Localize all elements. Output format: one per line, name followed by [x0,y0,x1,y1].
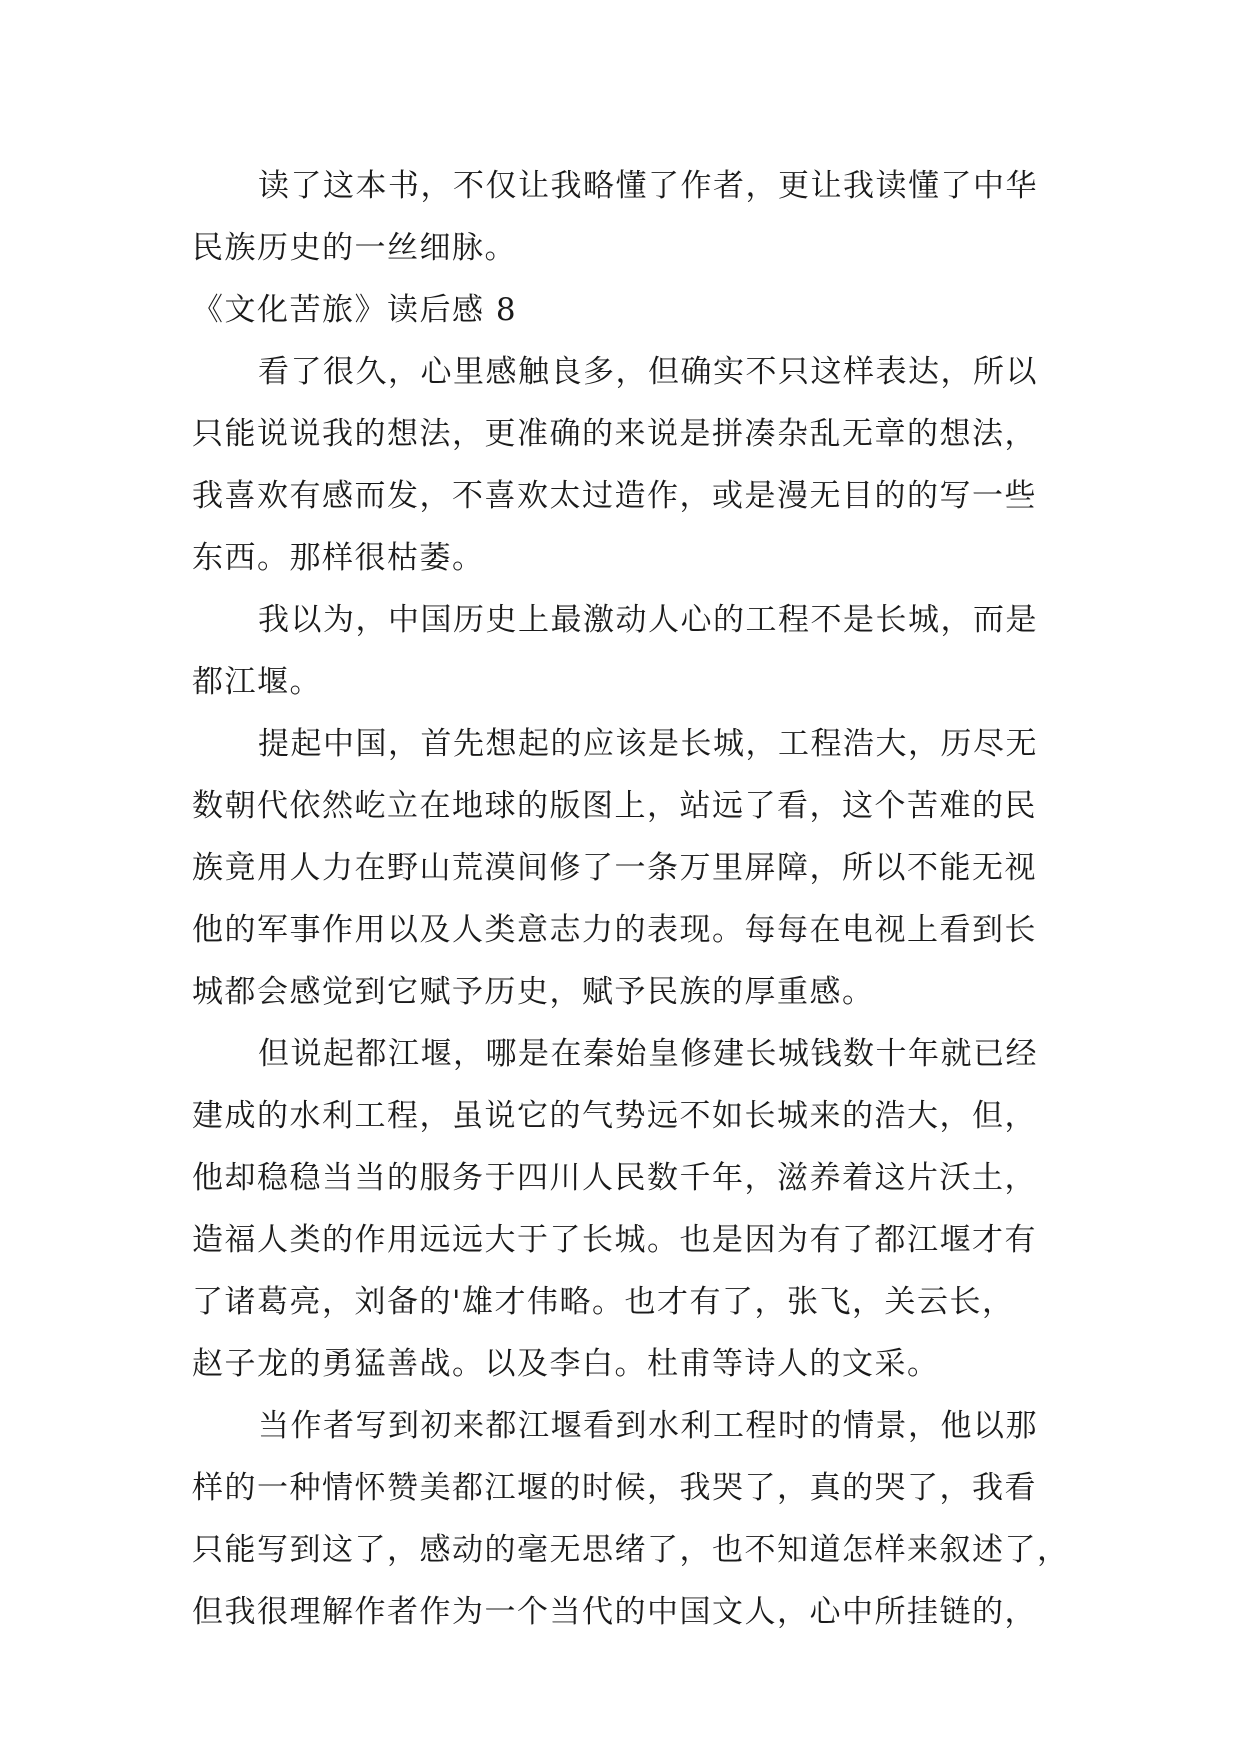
paragraph-line: 造福人类的作用远远大于了长城。也是因为有了都江堰才有 [192,1222,1037,1258]
paragraph-line: 但说起都江堰，哪是在秦始皇修建长城钱数十年就已经 [258,1036,1038,1072]
paragraph-line: 族竟用人力在野山荒漠间修了一条万里屏障，所以不能无视 [192,850,1037,886]
paragraph-line: 提起中国，首先想起的应该是长城，工程浩大，历尽无 [258,726,1038,762]
paragraph-line: 读了这本书，不仅让我略懂了作者，更让我读懂了中华 [258,168,1038,204]
paragraph-line: 数朝代依然屹立在地球的版图上，站远了看，这个苦难的民 [192,788,1037,824]
paragraph-line: 民族历史的一丝细脉。 [192,230,517,266]
paragraph-line: 当作者写到初来都江堰看到水利工程时的情景，他以那 [258,1408,1038,1444]
paragraph-line: 我喜欢有感而发，不喜欢太过造作，或是漫无目的的写一些 [192,478,1037,514]
document-body [192,155,1070,1643]
paragraph-line: 赵子龙的勇猛善战。以及李白。杜甫等诗人的文采。 [192,1346,940,1382]
paragraph-line: 东西。那样很枯萎。 [192,540,485,576]
paragraph-line: 了诸葛亮，刘备的'雄才伟略。也才有了，张飞，关云长， [192,1284,1015,1320]
paragraph-line: 我以为，中国历史上最激动人心的工程不是长城，而是 [258,602,1038,638]
paragraph-line: 他的军事作用以及人类意志力的表现。每每在电视上看到长 [192,912,1037,948]
paragraph-line: 城都会感觉到它赋予历史，赋予民族的厚重感。 [192,974,875,1010]
paragraph-line: 看了很久，心里感触良多，但确实不只这样表达，所以 [258,354,1038,390]
paragraph-line: 样的一种情怀赞美都江堰的时候，我哭了，真的哭了，我看 [192,1470,1037,1506]
paragraph-line: 只能说说我的想法，更准确的来说是拼凑杂乱无章的想法， [192,416,1037,452]
paragraph-line: 他却稳稳当当的服务于四川人民数千年，滋养着这片沃土， [192,1160,1037,1196]
paragraph-line: 都江堰。 [192,664,322,700]
section-heading: 《文化苦旅》读后感 8 [192,292,518,328]
paragraph-line: 但我很理解作者作为一个当代的中国文人，心中所挂链的， [192,1594,1037,1630]
paragraph-line: 只能写到这了，感动的毫无思绪了，也不知道怎样来叙述了， [192,1532,1070,1568]
paragraph-line: 建成的水利工程，虽说它的气势远不如长城来的浩大，但， [192,1098,1037,1134]
